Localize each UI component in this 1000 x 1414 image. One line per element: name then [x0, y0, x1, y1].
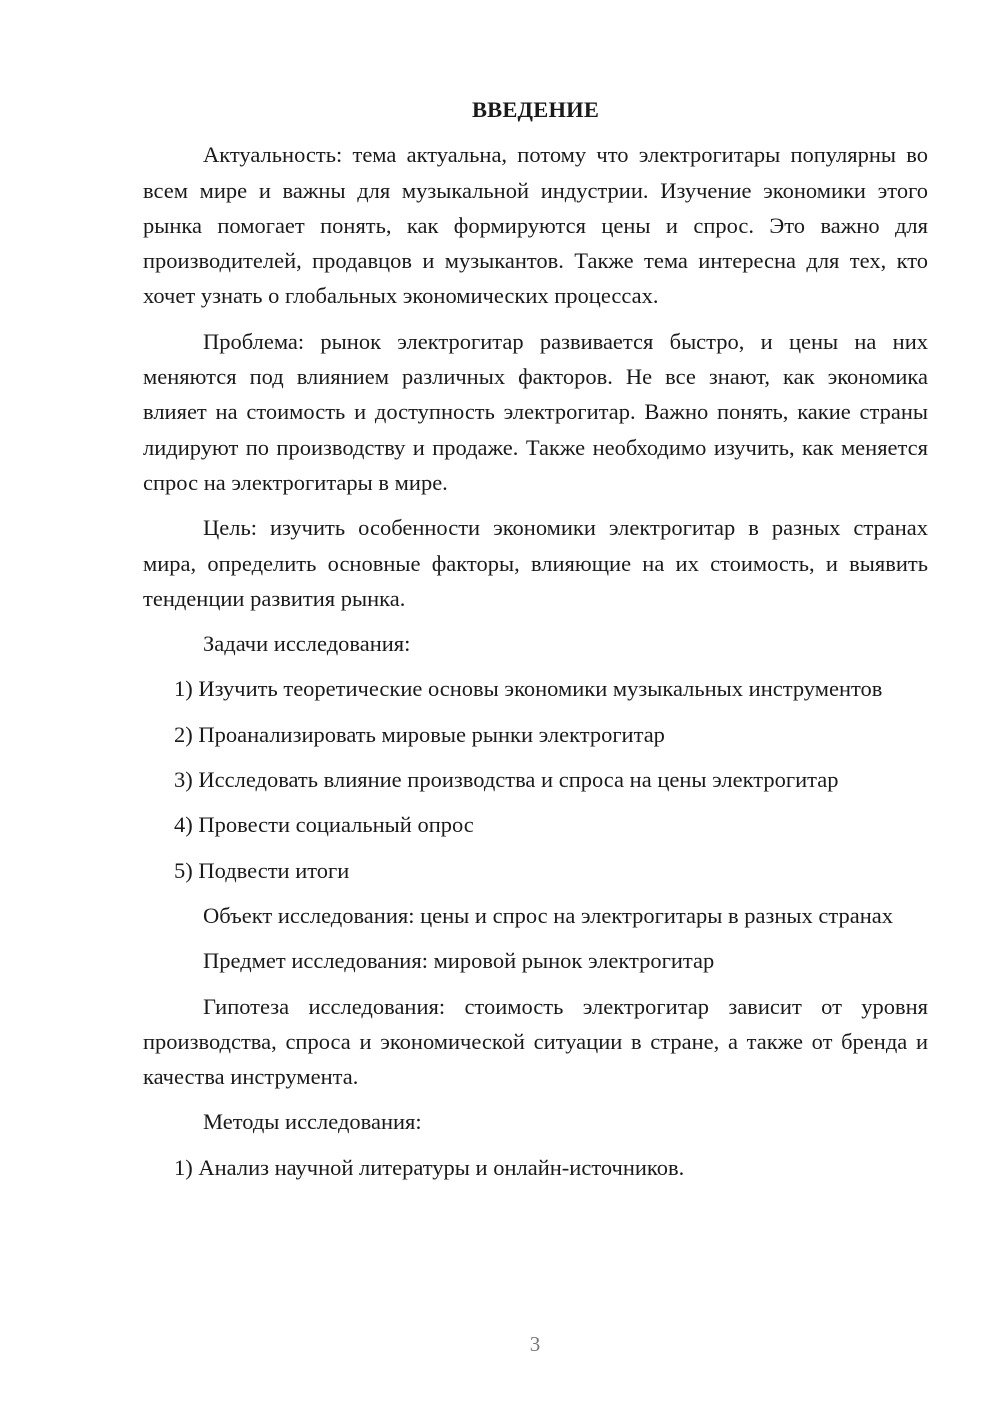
tasks-heading: Задачи исследования:: [203, 631, 411, 657]
relevance-paragraph: Актуальность: тема актуальна, потому что электрогитары популярны во всем мире и важны для музыкальной индустрии. Изучение экономики этого рынка помогает понять, как формируются цены и спрос. Это важно для производителей, продавцов и музыкантов. Также тема интересна для тех, кто хочет узнать о глобальных экономических процессах.: [143, 142, 928, 309]
problem-paragraph: Проблема: рынок электрогитар развивается быстро, и цены на них меняются под влиянием различных факторов. Не все знают, как экономика влияет на стоимость и доступность электрогитар. Важно понять, какие страны лидируют по производству и продаже. Также необходимо изучить, как меняется спрос на электрогитары в мире.: [143, 328, 928, 495]
object-paragraph: Объект исследования: цены и спрос на электрогитары в разных странах: [203, 902, 894, 928]
task-item-3: 3) Исследовать влияние производства и спроса на цены электрогитар: [174, 767, 839, 793]
task-item-5: 5) Подвести итоги: [174, 857, 350, 883]
hypothesis-paragraph: Гипотеза исследования: стоимость электрогитар зависит от уровня производства, спроса и экономической ситуации в стране, а также от бренда и качества инструмента.: [143, 993, 928, 1090]
section-heading: ВВЕДЕНИЕ: [471, 97, 600, 122]
page-number: 3: [529, 1332, 541, 1356]
subject-paragraph: Предмет исследования: мировой рынок электрогитар: [203, 948, 715, 974]
task-item-1: 1) Изучить теоретические основы экономики музыкальных инструментов: [174, 676, 883, 702]
goal-paragraph: Цель: изучить особенности экономики электрогитар в разных странах мира, определить основные факторы, влияющие на их стоимость, и выявить тенденции развития рынка.: [143, 515, 928, 611]
page-content: [143, 92, 928, 1195]
task-item-4: 4) Провести социальный опрос: [174, 812, 474, 838]
method-item-1: 1) Анализ научной литературы и онлайн-источников.: [174, 1154, 685, 1180]
methods-heading: Методы исследования:: [203, 1109, 422, 1135]
task-item-2: 2) Проанализировать мировые рынки электрогитар: [174, 721, 665, 747]
